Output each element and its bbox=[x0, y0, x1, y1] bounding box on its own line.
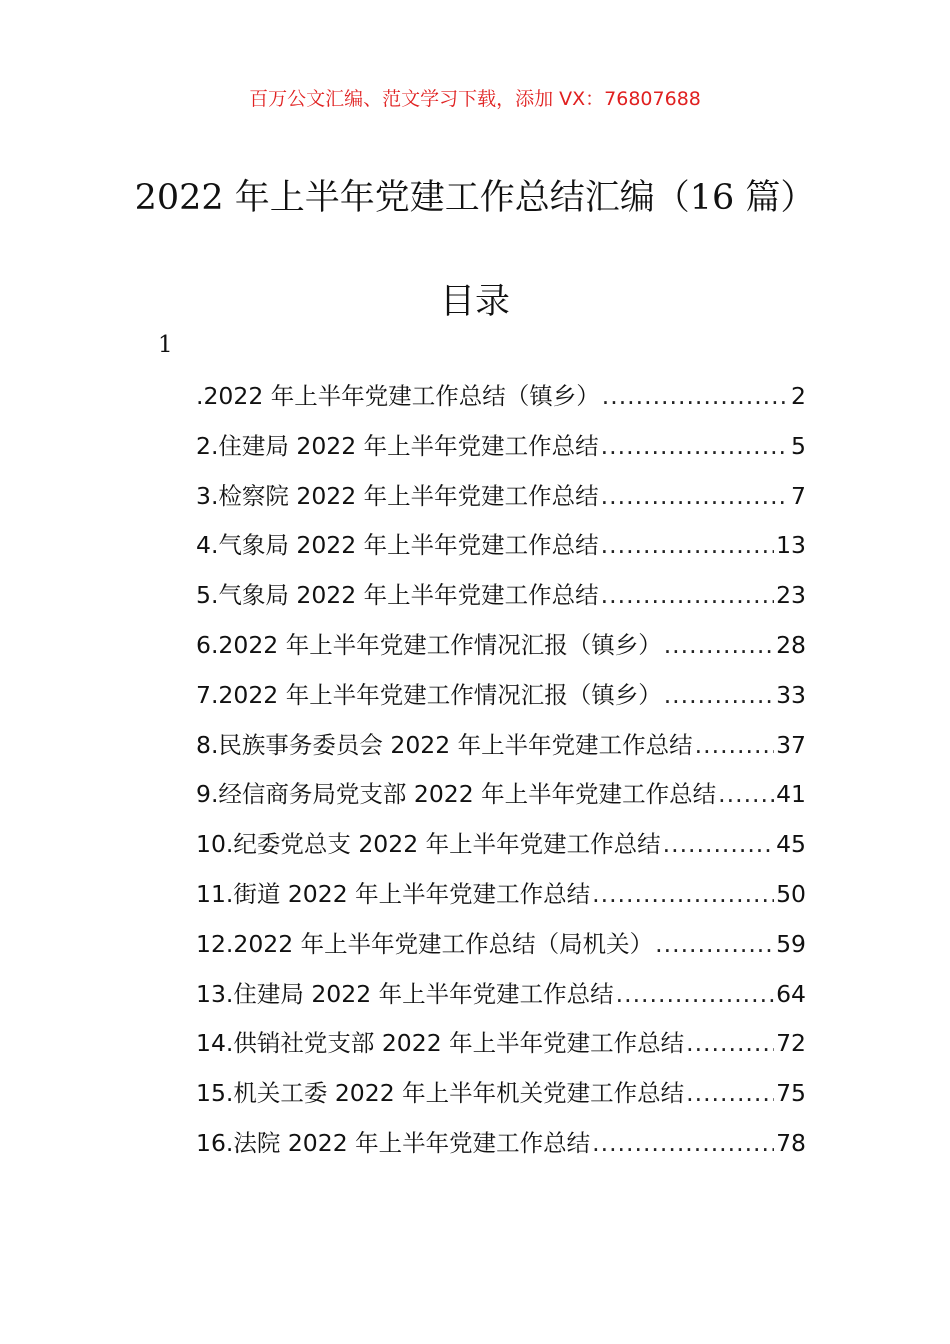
toc-dot-leader bbox=[695, 721, 774, 771]
toc-item-title: 2.住建局 2022 年上半年党建工作总结 bbox=[196, 431, 599, 460]
toc-item[interactable] bbox=[196, 521, 806, 571]
toc-item-page: 28 bbox=[776, 630, 806, 659]
toc-item-page: 41 bbox=[776, 780, 806, 809]
header-note: 百万公文汇编、范文学习下载，添加 VX：76807688 bbox=[249, 88, 701, 110]
toc-dot-leader bbox=[664, 671, 774, 721]
toc-dot-leader bbox=[664, 621, 774, 671]
toc-dot-leader bbox=[592, 870, 774, 920]
toc-dot-leader bbox=[655, 920, 774, 970]
toc-dot-leader bbox=[601, 472, 789, 522]
toc-item-page: 50 bbox=[776, 879, 806, 908]
toc-item[interactable] bbox=[196, 571, 806, 621]
toc-item-page: 64 bbox=[776, 979, 806, 1008]
toc-item[interactable] bbox=[196, 671, 806, 721]
toc-item-page: 13 bbox=[776, 531, 806, 560]
toc-item[interactable] bbox=[196, 1119, 806, 1169]
toc-item[interactable] bbox=[196, 621, 806, 671]
toc-item[interactable] bbox=[196, 820, 806, 870]
toc-item[interactable] bbox=[196, 920, 806, 970]
toc-item[interactable] bbox=[196, 472, 806, 522]
toc-item[interactable] bbox=[196, 721, 806, 771]
table-of-contents bbox=[196, 372, 806, 1169]
toc-item-page: 33 bbox=[776, 680, 806, 709]
toc-item[interactable] bbox=[196, 970, 806, 1020]
toc-dot-leader bbox=[718, 770, 774, 820]
toc-item-title: 4.气象局 2022 年上半年党建工作总结 bbox=[196, 531, 599, 560]
toc-item-title: 3.检察院 2022 年上半年党建工作总结 bbox=[196, 481, 599, 510]
toc-dot-leader bbox=[663, 820, 774, 870]
toc-item-page: 5 bbox=[791, 431, 806, 460]
toc-item[interactable] bbox=[196, 1019, 806, 1069]
toc-item[interactable] bbox=[196, 770, 806, 820]
toc-dot-leader bbox=[601, 571, 774, 621]
toc-dot-leader bbox=[686, 1019, 774, 1069]
toc-item-title: 10.纪委党总支 2022 年上半年党建工作总结 bbox=[196, 830, 661, 859]
toc-item-title: 6.2022 年上半年党建工作情况汇报（镇乡） bbox=[196, 630, 662, 659]
toc-item[interactable] bbox=[196, 422, 806, 472]
toc-heading: 目录 bbox=[439, 282, 510, 322]
toc-item-title: 13.住建局 2022 年上半年党建工作总结 bbox=[196, 979, 614, 1008]
toc-dot-leader bbox=[601, 521, 774, 571]
toc-item-page: 75 bbox=[776, 1079, 806, 1108]
toc-item-page: 78 bbox=[776, 1128, 806, 1157]
stray-number: 1 bbox=[158, 332, 173, 358]
toc-item-page: 7 bbox=[791, 481, 806, 510]
toc-item-title: 8.民族事务委员会 2022 年上半年党建工作总结 bbox=[196, 730, 693, 759]
toc-dot-leader bbox=[592, 1119, 774, 1169]
toc-item-title: 14.供销社党支部 2022 年上半年党建工作总结 bbox=[196, 1029, 685, 1058]
toc-dot-leader bbox=[602, 372, 789, 422]
toc-item-page: 2 bbox=[791, 382, 806, 410]
toc-item-title: 11.街道 2022 年上半年党建工作总结 bbox=[196, 879, 591, 908]
toc-dot-leader bbox=[616, 970, 774, 1020]
toc-dot-leader bbox=[601, 422, 789, 472]
toc-dot-leader bbox=[686, 1069, 774, 1119]
toc-item-title: 15.机关工委 2022 年上半年机关党建工作总结 bbox=[196, 1079, 685, 1108]
toc-item-page: 72 bbox=[776, 1029, 806, 1058]
toc-item[interactable] bbox=[196, 1069, 806, 1119]
document-title: 2022 年上半年党建工作总结汇编（16 篇） bbox=[134, 178, 816, 218]
toc-item-page: 59 bbox=[776, 929, 806, 958]
toc-item-title: .2022 年上半年党建工作总结（镇乡） bbox=[196, 382, 600, 410]
toc-item-title: 9.经信商务局党支部 2022 年上半年党建工作总结 bbox=[196, 780, 717, 809]
toc-item-title: 12.2022 年上半年党建工作总结（局机关） bbox=[196, 929, 654, 958]
toc-item[interactable] bbox=[196, 870, 806, 920]
toc-item-title: 5.气象局 2022 年上半年党建工作总结 bbox=[196, 581, 599, 610]
toc-item-page: 37 bbox=[776, 730, 806, 759]
toc-item[interactable] bbox=[196, 372, 806, 422]
toc-item-page: 45 bbox=[776, 830, 806, 859]
toc-item-title: 16.法院 2022 年上半年党建工作总结 bbox=[196, 1128, 591, 1157]
toc-item-page: 23 bbox=[776, 581, 806, 610]
toc-item-title: 7.2022 年上半年党建工作情况汇报（镇乡） bbox=[196, 680, 662, 709]
